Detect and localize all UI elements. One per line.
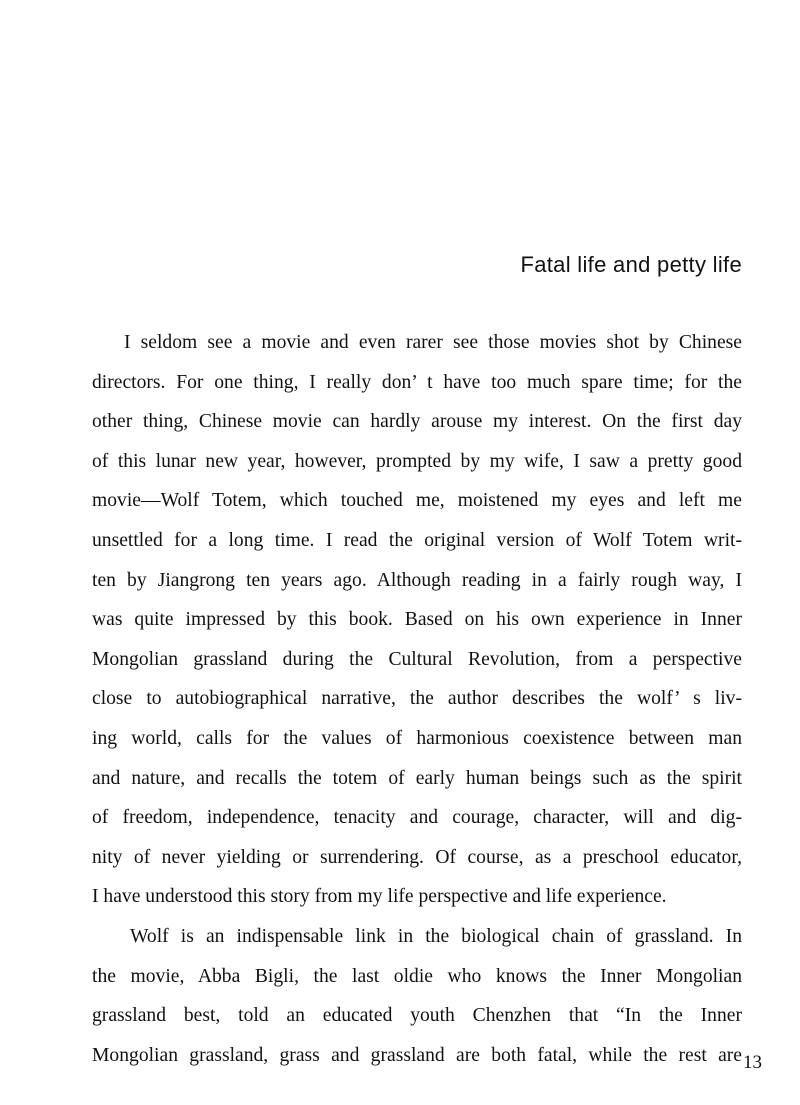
text-line: directors. For one thing, I really don’ t have too much spare time; for the: [92, 371, 742, 393]
text-line: Wolf is an indispensable link in the biological chain of grassland. In: [130, 925, 742, 947]
page-number: 13: [743, 1052, 762, 1073]
text-line: unsettled for a long time. I read the original version of Wolf Totem writ-: [92, 529, 742, 551]
text-line: the movie, Abba Bigli, the last oldie who knows the Inner Mongolian: [92, 965, 742, 987]
text-line: nity of never yielding or surrendering. Of course, as a preschool educator,: [92, 846, 742, 868]
text-line: close to autobiographical narrative, the author describes the wolf’ s liv-: [92, 688, 742, 710]
text-line: ing world, calls for the values of harmonious coexistence between man: [92, 727, 742, 749]
text-line: of freedom, independence, tenacity and courage, character, will and dig-: [92, 807, 742, 829]
text-line: other thing, Chinese movie can hardly arouse my interest. On the first day: [92, 411, 742, 433]
text-line: was quite impressed by this book. Based on his own experience in Inner: [92, 609, 742, 631]
text-line: and nature, and recalls the totem of early human beings such as the spirit: [92, 767, 742, 789]
text-line: ten by Jiangrong ten years ago. Although reading in a fairly rough way, I: [92, 569, 742, 591]
body-text: [92, 323, 742, 1075]
text-line: Mongolian grassland during the Cultural Revolution, from a perspective: [92, 648, 742, 670]
text-line: movie—Wolf Totem, which touched me, moistened my eyes and left me: [92, 490, 742, 512]
chapter-title: Fatal life and petty life: [520, 252, 742, 277]
paragraph: [92, 323, 742, 917]
text-line: Mongolian grassland, grass and grassland are both fatal, while the rest are: [92, 1044, 742, 1066]
text-line: of this lunar new year, however, prompted by my wife, I saw a pretty good: [92, 450, 742, 472]
text-line: grassland best, told an educated youth Chenzhen that “In the Inner: [92, 1005, 742, 1027]
paragraph: [92, 917, 742, 1075]
text-line: I seldom see a movie and even rarer see those movies shot by Chinese: [124, 332, 742, 353]
text-line: I have understood this story from my life perspective and life experience.: [92, 886, 667, 908]
